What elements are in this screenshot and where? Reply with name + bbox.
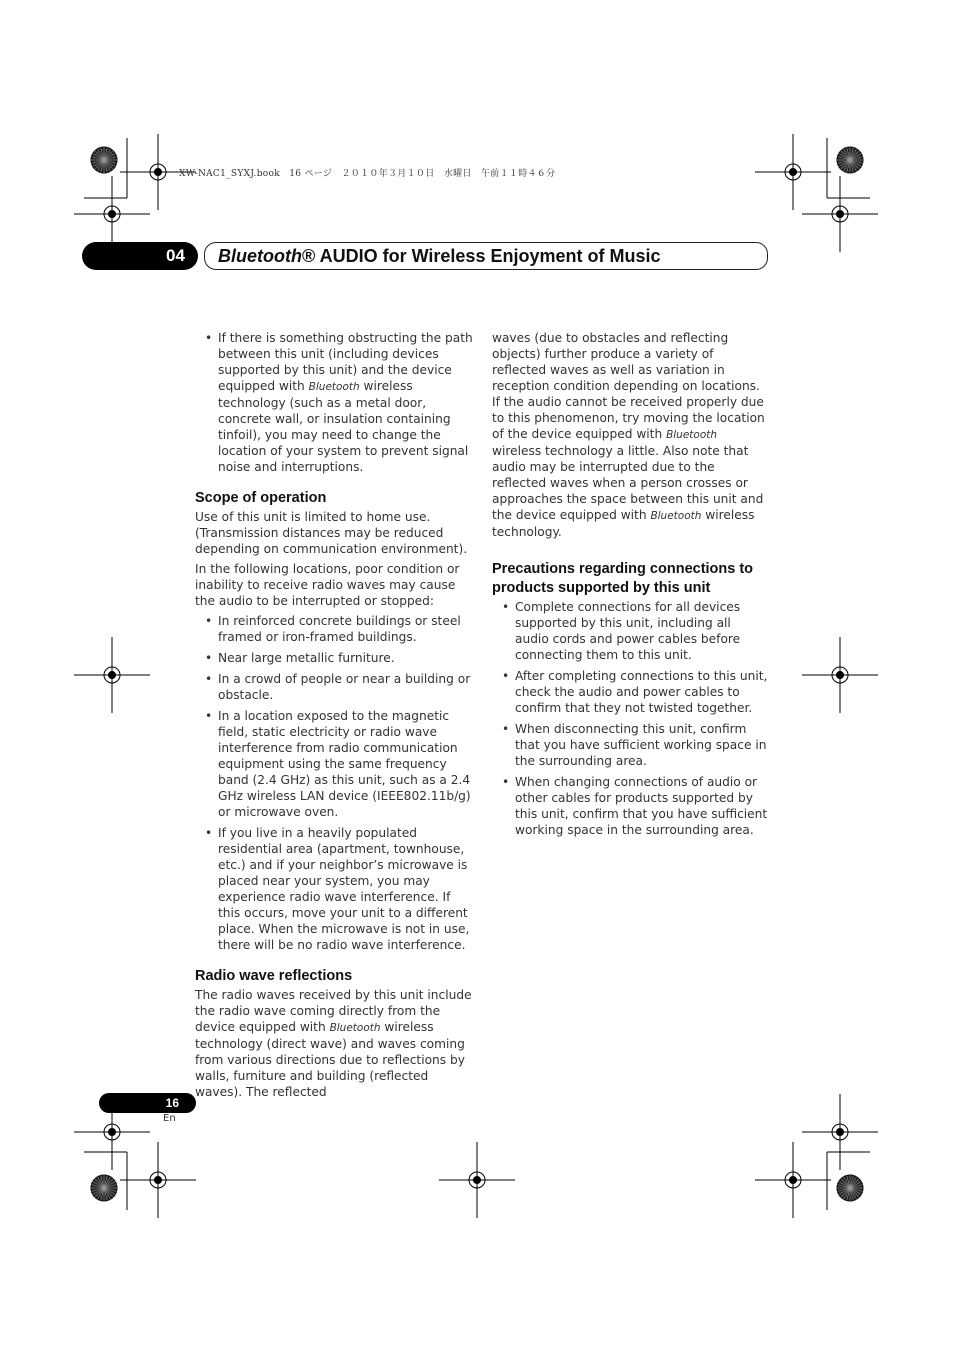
list-item: • In a crowd of people or near a building or obstacle. xyxy=(195,671,473,703)
list-item: • Complete connections for all devices supported by this unit, including all audio cords and power cables before connecting them to this unit. xyxy=(492,599,768,663)
list-item: • Near large metallic furniture. xyxy=(195,650,473,666)
registration-mark-dot xyxy=(837,211,844,218)
list-item: • If you live in a heavily populated residential area (apartment, townhouse, etc.) and if your neighbor’s microwave is placed near your system, you may experience radio wave interference. If this occurs, move your unit to a different place. When the microwave is not in use, there will be no radio wave interference. xyxy=(195,825,473,953)
registration-mark-dot xyxy=(474,1177,481,1184)
chapter-title xyxy=(204,242,768,270)
page-language: En xyxy=(163,1113,176,1124)
list-item: • After completing connections to this unit, check the audio and power cables to confirm that they not twisted together. xyxy=(492,668,768,716)
registration-mark-dot xyxy=(837,1129,844,1136)
registration-mark-dot xyxy=(109,672,116,679)
right-column xyxy=(492,330,768,843)
scope-paragraph-2: In the following locations, poor condition or inability to receive radio waves may cause the audio to be interrupted or stopped: xyxy=(195,562,460,608)
print-header: XW-NAC1_SYXJ.book 16 ページ ２０１０年３月１０日 水曜日 午前１１時４６分 xyxy=(179,169,556,179)
bluetooth-brand: Bluetooth xyxy=(308,381,360,393)
list-item: • In reinforced concrete buildings or steel framed or iron-framed buildings. xyxy=(195,613,473,645)
list-item: • In a location exposed to the magnetic field, static electricity or radio wave interference from radio communication equipment using the same frequency band (2.4 GHz) as this unit, such as a 2.4 GHz wireless LAN device (IEEE802.11b/g) or microwave oven. xyxy=(195,708,473,820)
bluetooth-brand: Bluetooth xyxy=(666,429,718,441)
precautions-list xyxy=(492,599,768,838)
registration-mark-dot xyxy=(109,1129,116,1136)
list-item: • When changing connections of audio or other cables for products supported by this unit, confirm that you have sufficient working space in the surrounding area. xyxy=(492,774,768,838)
registration-mark-dot xyxy=(837,672,844,679)
intro-bullet: • If there is something obstructing the path between this unit (including devices supported by this unit) and the device equipped with Bluetooth wireless technology (such as a metal door, concrete wall, or insulation containing tinfoil), you may need to change the location of your system to prevent signal noise and interruptions. xyxy=(195,330,473,475)
intro-list xyxy=(195,330,473,475)
scope-heading: Scope of operation xyxy=(195,490,327,506)
reflections-continuation: waves (due to obstacles and reflecting objects) further produce a variety of reflected waves as well as variation in reception condition depending on locations. If the audio cannot be received properly due to this phenomenon, try moving the location of the device equipped with Bluetooth wireless technology a little. Also note that audio may be interrupted due to the reflected waves when a person crosses or approaches the space between this unit and the device equipped with Bluetooth wireless technology. xyxy=(492,331,765,539)
precautions-heading: Precautions regarding connections to products supported by this unit xyxy=(492,561,754,596)
left-column xyxy=(195,330,473,1104)
registration-mark-dot xyxy=(155,1177,162,1184)
registration-mark-dot xyxy=(790,1177,797,1184)
registration-mark-dot xyxy=(155,169,162,176)
registration-mark-dot xyxy=(109,211,116,218)
reflections-heading: Radio wave reflections xyxy=(195,968,353,984)
chapter-title-brand: Bluetooth xyxy=(218,246,302,266)
bluetooth-brand: Bluetooth xyxy=(650,510,702,522)
list-item: • When disconnecting this unit, confirm that you have sufficient working space in the surrounding area. xyxy=(492,721,768,769)
chapter-number: 04 xyxy=(82,242,198,270)
scope-paragraph-1: Use of this unit is limited to home use. (Transmission distances may be reduced depending on communication environment). xyxy=(195,510,468,556)
registration-mark-dot xyxy=(790,169,797,176)
scope-list xyxy=(195,613,473,953)
bluetooth-brand: Bluetooth xyxy=(329,1022,381,1034)
chapter-title-rest: ® AUDIO for Wireless Enjoyment of Music xyxy=(301,246,661,266)
page-number: 16 xyxy=(99,1093,196,1113)
reflections-paragraph: The radio waves received by this unit include the radio wave coming directly from the device equipped with Bluetooth wireless technology (direct wave) and waves coming from various directions due to reflections by walls, furniture and building (reflected waves). The reflected xyxy=(195,988,472,1099)
